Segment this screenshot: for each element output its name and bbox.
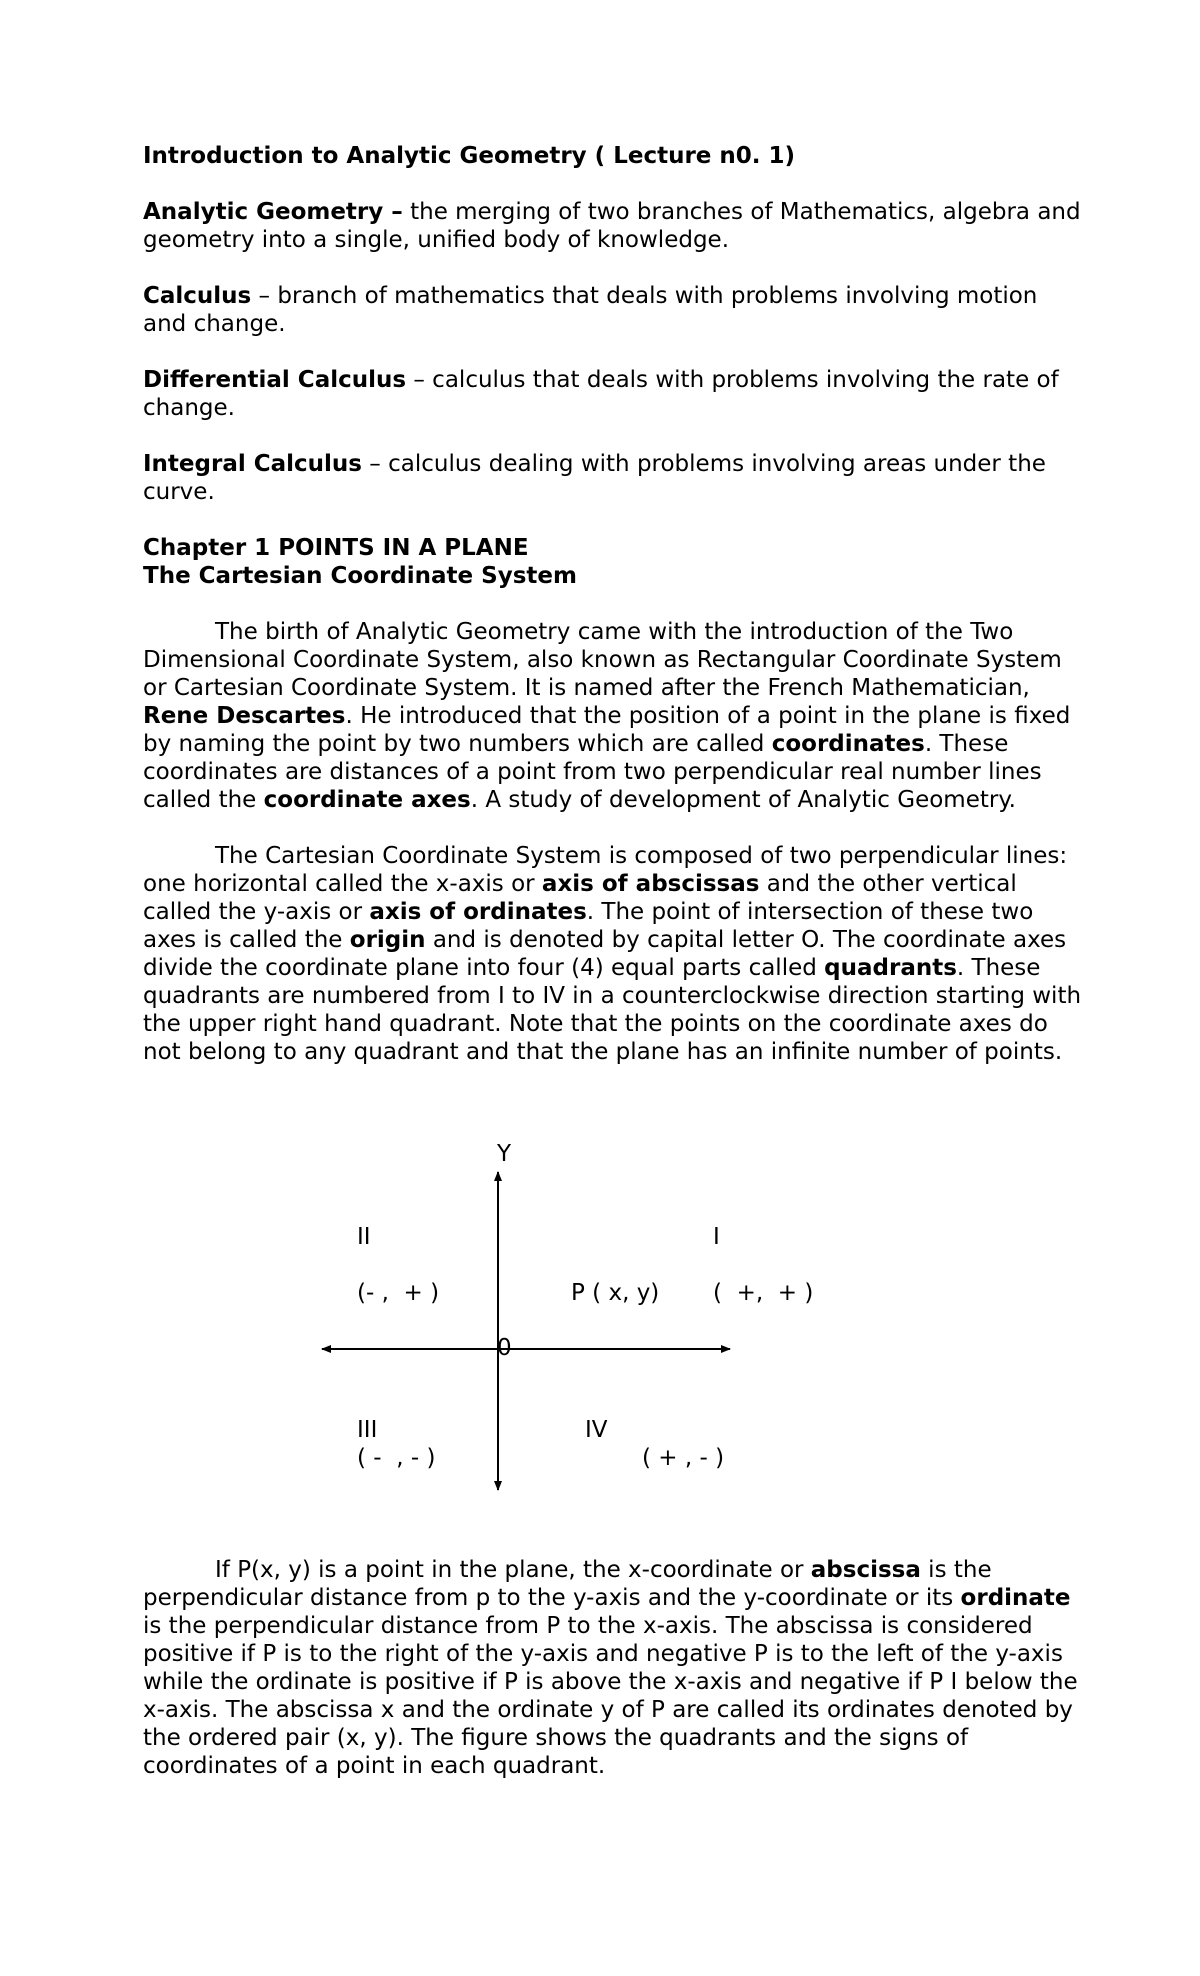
definition-term: Calculus bbox=[143, 283, 252, 309]
quadrant-iv-label: IV bbox=[585, 1417, 608, 1443]
quadrant-i-signs: ( +, + ) bbox=[713, 1280, 814, 1306]
origin-label: 0 bbox=[497, 1335, 512, 1361]
definition-term: Differential Calculus bbox=[143, 367, 407, 393]
quadrant-iii-signs: ( - , - ) bbox=[357, 1445, 436, 1471]
quadrant-i-label: I bbox=[713, 1224, 720, 1250]
document-title: Introduction to Analytic Geometry ( Lecture n0. 1) bbox=[143, 143, 796, 169]
chapter-subheading: The Cartesian Coordinate System bbox=[143, 563, 577, 589]
quadrant-iv-signs: ( + , - ) bbox=[642, 1445, 725, 1471]
paragraph-cartesian-system: The Cartesian Coordinate System is composed of two perpendicular lines: one horizontal called the x-axis or axis of abscissas and the other vertical called the y-axis or axis of ordinates. The point of intersection of these two axes is called the origin and is denoted by capital letter O. The coordinate axes divide the coordinate plane into four (4) equal parts called quadrants. These quadrants are numbered from I to IV in a counterclockwise direction starting with the upper right hand quadrant. Note that the points on the coordinate axes do not belong to any quadrant and that the plane has an infinite number of points. bbox=[143, 843, 1082, 1065]
paragraph-birth-of-analytic-geometry: The birth of Analytic Geometry came with the introduction of the Two Dimensional Coordinate System, also known as Rectangular Coordinate System or Cartesian Coordinate System. It is named after the French Mathematician, Rene Descartes. He introduced that the position of a point in the plane is fixed by naming the point by two numbers which are called coordinates. These coordinates are distances of a point from two perpendicular real number lines called the coordinate axes. A study of development of Analytic Geometry. bbox=[143, 619, 1071, 813]
definition-text: the merging of two branches of Mathematics, algebra and geometry into a single, unified body of knowledge. bbox=[143, 199, 1081, 253]
quadrant-ii-label: II bbox=[357, 1224, 371, 1250]
point-label: P ( x, y) bbox=[571, 1280, 660, 1306]
definition-text: – branch of mathematics that deals with problems involving motion and change. bbox=[143, 283, 1038, 337]
definition-integral-calculus bbox=[143, 450, 1083, 506]
quadrant-iii-label: III bbox=[357, 1417, 378, 1443]
definition-term: Integral Calculus bbox=[143, 451, 362, 477]
y-axis-label: Y bbox=[497, 1141, 512, 1167]
definition-differential-calculus bbox=[143, 366, 1083, 422]
definition-text: – calculus that deals with problems involving the rate of change. bbox=[143, 367, 1059, 421]
definition-analytic-geometry bbox=[143, 198, 1083, 254]
paragraph-abscissa-ordinate: If P(x, y) is a point in the plane, the x-coordinate or abscissa is the perpendicular distance from p to the y-axis and the y-coordinate or its ordinate is the perpendicular distance from P to the x-axis. The abscissa is considered positive if P is to the right of the y-axis and negative P is to the left of the y-axis while the ordinate is positive if P is above the x-axis and negative if P I below the x-axis. The abscissa x and the ordinate y of P are called its ordinates denoted by the ordered pair (x, y). The figure shows the quadrants and the signs of coordinates of a point in each quadrant. bbox=[143, 1557, 1078, 1779]
quadrant-ii-signs: (- , + ) bbox=[357, 1280, 440, 1306]
definition-calculus bbox=[143, 282, 1083, 338]
definition-term: Analytic Geometry – bbox=[143, 199, 403, 225]
definition-text: – calculus dealing with problems involving areas under the curve. bbox=[143, 451, 1046, 505]
chapter-heading: Chapter 1 POINTS IN A PLANE bbox=[143, 535, 529, 561]
document-page-continued bbox=[143, 1556, 1083, 1808]
document-page bbox=[143, 142, 1083, 1094]
